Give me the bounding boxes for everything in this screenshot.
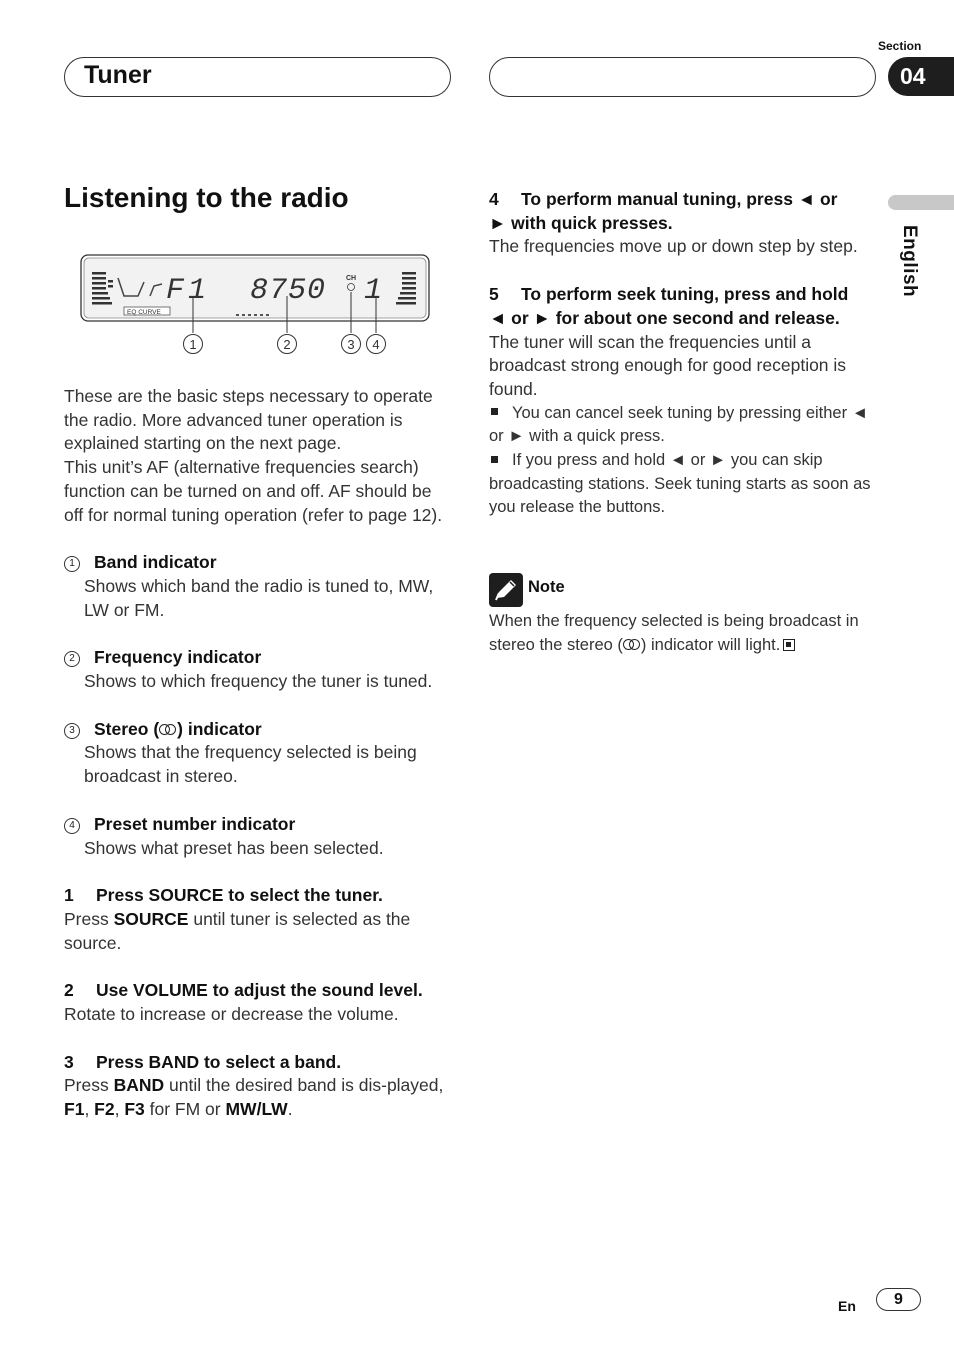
language-tab-label: English xyxy=(899,225,920,298)
header-blank-frame xyxy=(489,57,876,97)
frequency-digits: 8750 xyxy=(250,274,327,308)
indicator-title: Preset number indicator xyxy=(94,813,296,834)
indicator-number: 2 xyxy=(64,651,80,667)
band-digits: F1 xyxy=(166,274,211,308)
intro-paragraph-1: These are the basic steps necessary to operate the radio. More advanced tuner operation is explained starting on the next page. xyxy=(64,386,433,454)
note-label: Note xyxy=(528,578,565,596)
indicator-item-preset xyxy=(64,813,454,860)
preset-digit: 1 xyxy=(364,274,383,308)
step-1: 1 Press SOURCE to select the tuner. Press SOURCE until tuner is selected as the source. xyxy=(64,885,411,953)
page-number: 9 xyxy=(876,1288,921,1311)
step-5: 5 To perform seek tuning, press and hold ◄ or ► for about one second and release. The tuner will scan the frequencies until a broadcast strong enough for good reception is found. xyxy=(489,284,849,399)
page-title: Listening to the radio xyxy=(64,182,349,213)
eq-curve-label: EQ CURVE xyxy=(127,309,161,316)
section-label: Section xyxy=(878,39,922,53)
note-icon xyxy=(489,573,523,607)
chapter-title: Tuner xyxy=(84,61,152,89)
indicator-title-a: Stereo ( xyxy=(94,718,160,739)
indicator-item-frequency xyxy=(64,646,454,693)
indicator-desc: Shows that the frequency selected is being broadcast in stereo. xyxy=(84,742,417,787)
right-column xyxy=(489,188,879,520)
indicator-title: Band indicator xyxy=(94,552,217,573)
note-text: When the frequency selected is being broadcast in stereo the stereo ( ) indicator will light. xyxy=(489,612,859,654)
stereo-icon xyxy=(159,724,177,736)
indicator-item-stereo xyxy=(64,718,454,789)
indicator-item-band xyxy=(64,551,454,622)
footer-lang: En xyxy=(838,1298,856,1314)
callout-2: 2 xyxy=(283,337,291,352)
callout-1: 1 xyxy=(189,337,197,352)
indicator-desc: Shows to which frequency the tuner is tuned. xyxy=(84,671,433,692)
indicator-desc: Shows which band the radio is tuned to, MW, LW or FM. xyxy=(84,575,434,620)
callout-3: 3 xyxy=(347,337,355,352)
section-number-badge: 04 xyxy=(888,57,954,96)
head-unit-display-illustration xyxy=(80,254,432,364)
end-mark-icon xyxy=(783,639,795,651)
intro-paragraph-2: This unit’s AF (alternative frequencies search) function can be turned on and off. AF should be off for normal tuning operation (refer to page 12). xyxy=(64,457,443,525)
ch-label: CH xyxy=(346,275,357,282)
step-3: 3 Press BAND to select a band. Press BAND until the desired band is dis-played, F1, F2, F3 for FM or MW/LW. xyxy=(64,1051,444,1120)
indicator-desc: Shows what preset has been selected. xyxy=(84,837,384,858)
bullet-item: You can cancel seek tuning by pressing either ◄ or ► with a quick press. xyxy=(489,403,869,446)
left-column xyxy=(64,385,454,1122)
indicator-number: 3 xyxy=(64,723,80,739)
indicator-number: 1 xyxy=(64,556,80,572)
stereo-icon xyxy=(623,639,641,651)
indicator-title: Frequency indicator xyxy=(94,647,262,668)
indicator-title-b: ) indicator xyxy=(177,718,262,739)
indicator-number: 4 xyxy=(64,818,80,834)
language-tab-bar xyxy=(888,195,954,210)
bullet-item: If you press and hold ◄ or ► you can skip broadcasting stations. Seek tuning starts as soon as you release the buttons. xyxy=(489,451,871,517)
step-2: 2 Use VOLUME to adjust the sound level. Rotate to increase or decrease the volume. xyxy=(64,980,423,1025)
callout-4: 4 xyxy=(372,337,380,352)
display-figure xyxy=(80,254,432,364)
step-4: 4 To perform manual tuning, press ◄ or ► with quick presses. The frequencies move up or down step by step. xyxy=(489,189,858,257)
